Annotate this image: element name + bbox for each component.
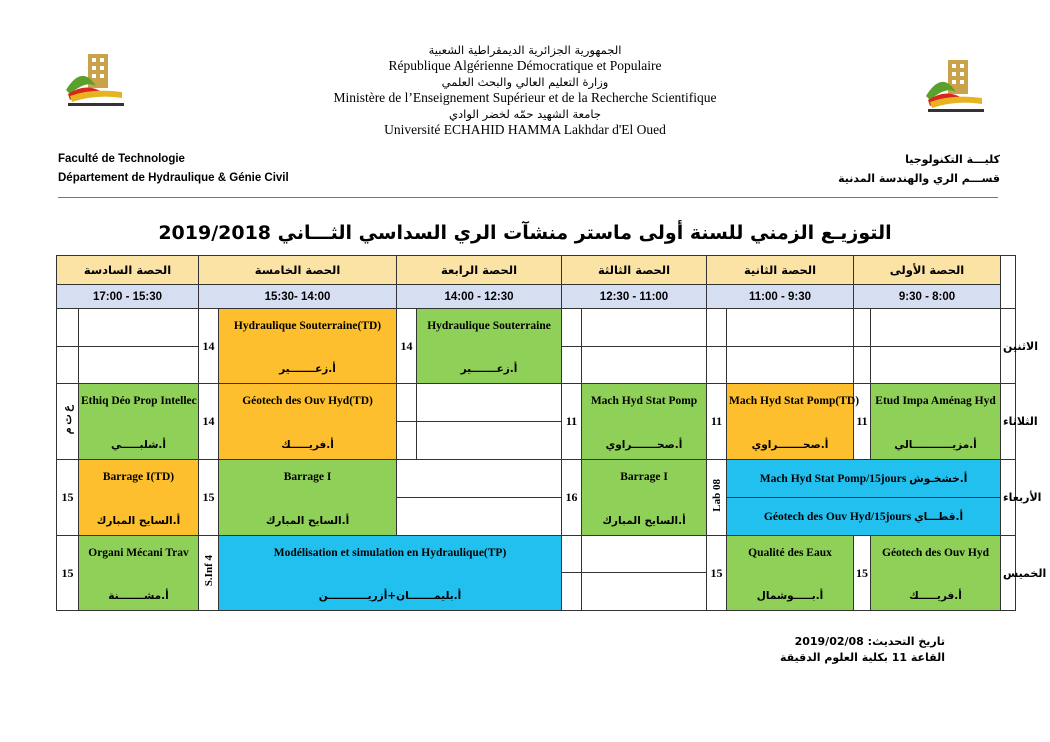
empty-cell (417, 422, 562, 460)
update-label: تاريخ التحديث: (867, 635, 945, 648)
update-date: 2019/02/08 (794, 635, 864, 648)
room-label-vertical: Lab 08 (710, 479, 723, 512)
room-label: 11 (854, 384, 871, 460)
course-name: Modélisation et simulation en Hydraulique(TP) (273, 547, 507, 559)
header-university-ar: جامعة الشهيد حمّه لخضر الوادي (449, 107, 601, 121)
professor-name: أ.صحـــــــراوي (751, 439, 829, 451)
slot-header-4: الحصة الرابعة (397, 256, 562, 285)
room-label: 15 (57, 460, 79, 536)
empty-cell (562, 573, 582, 611)
day-row-thursday (57, 536, 1016, 573)
room-label (199, 536, 219, 611)
course-cell-tue-s6 (79, 384, 199, 460)
course-name: Hydraulique Souterraine (427, 320, 551, 332)
course-name: Etud Impa Aménag Hyd (875, 395, 996, 407)
empty-cell (871, 309, 1001, 347)
empty-cell (871, 347, 1001, 384)
slot-time-5: 15:30- 14:00 (199, 285, 397, 309)
empty-cell (562, 536, 582, 573)
professor-name: أ.السايح المبارك (96, 515, 181, 527)
department-name-fr: Département de Hydraulique & Génie Civil (58, 172, 289, 184)
empty-cell (707, 347, 727, 384)
header-republic-fr: République Algérienne Démocratique et Populaire (388, 58, 662, 73)
professor-name: أ.صحـــــــراوي (605, 439, 683, 451)
header-divider (58, 197, 998, 198)
room-label: 11 (562, 384, 582, 460)
room-label-vertical: ع ت م (62, 404, 74, 435)
empty-cell (57, 347, 79, 384)
professor-name: أ.قطـــاي (914, 510, 964, 523)
faculty-block-ar (838, 150, 1000, 188)
empty-cell (854, 347, 871, 384)
course-cell-tue-s2 (727, 384, 860, 460)
slot-header-2: الحصة الثانية (707, 256, 854, 285)
empty-cell (79, 309, 199, 347)
room-label: 15 (199, 460, 219, 536)
course-name: Barrage I (620, 471, 668, 483)
empty-cell (397, 384, 417, 422)
location-note: القاعة 11 بكلية العلوم الدقيقة (779, 651, 945, 664)
empty-cell (397, 498, 562, 536)
day-row-wednesday (57, 460, 1016, 498)
empty-cell (562, 347, 582, 384)
empty-cell (727, 309, 854, 347)
professor-name: أ.فريـــــك (909, 590, 962, 602)
slot-header-5: الحصة الخامسة (199, 256, 397, 285)
university-logo-right-icon (922, 52, 988, 118)
empty-cell (397, 422, 417, 460)
empty-cell (582, 536, 707, 573)
course-cell-thu-s6 (79, 536, 199, 611)
slot-time-3: 12:30 - 11:00 (562, 285, 707, 309)
header-ministry-fr: Ministère de l’Enseignement Supérieur et de la Recherche Scientifique (333, 90, 717, 105)
course-name: Mach Hyd Stat Pomp (590, 395, 698, 407)
department-name-ar: قســـم الري والهندسة المدنية (838, 172, 1000, 185)
professor-name: أ.مشـــــــنة (108, 590, 169, 602)
room-label: 16 (562, 460, 582, 536)
header-republic-ar: الجمهورية الجزائرية الديمقراطية الشعبية (428, 43, 622, 57)
faculty-name-fr: Faculté de Technologie (58, 153, 185, 165)
document-footer (780, 634, 945, 666)
room-label: 15 (707, 536, 727, 611)
faculty-block-fr (58, 150, 289, 188)
professor-name: أ.السايح المبارك (265, 515, 350, 527)
course-cell-thu-s1 (871, 536, 1001, 611)
day-row-monday (57, 309, 1016, 347)
course-name: Mach Hyd Stat Pomp(TD) (729, 395, 860, 407)
slot-header-3: الحصة الثالثة (562, 256, 707, 285)
room-label (57, 384, 79, 460)
professor-name: أ.زعـــــــير (460, 363, 518, 375)
course-name: Géotech des Ouv Hyd/15jours (763, 510, 912, 523)
room-label: 14 (199, 384, 219, 460)
slot-header-1: الحصة الأولى (854, 256, 1001, 285)
day-label-thursday: الخميس (1001, 536, 1016, 611)
day-label-wednesday: الأربعاء (1001, 460, 1016, 536)
professor-name: أ.فريـــــك (281, 439, 334, 451)
professor-name: أ.السايح المبارك (602, 515, 686, 527)
day-label-tuesday: الثلاثاء (1001, 384, 1016, 460)
empty-cell (417, 384, 562, 422)
header-university-fr: Université ECHAHID HAMMA Lakhdar d'El Oued (384, 122, 666, 137)
course-name: Organi Mécani Trav (88, 547, 189, 559)
empty-cell (727, 347, 854, 384)
room-label: 11 (707, 384, 727, 460)
professor-name: أ.زعـــــــير (279, 363, 336, 375)
room-label: 14 (199, 309, 219, 384)
empty-cell (397, 460, 562, 498)
room-label: 15 (57, 536, 79, 611)
day-label-monday: الاثنين (1001, 309, 1016, 384)
course-name: Géotech des Ouv Hyd (882, 547, 990, 559)
university-logo-left-icon (62, 46, 128, 112)
header-ministry-ar: وزارة التعليم العالي والبحث العلمي (441, 75, 609, 89)
course-cell-tue-s3 (582, 384, 707, 460)
slot-time-1: 9:30 - 8:00 (854, 285, 1001, 309)
document-header (250, 42, 800, 138)
empty-cell (57, 309, 79, 347)
course-cell-mon-s5 (219, 309, 397, 384)
empty-cell (854, 309, 871, 347)
slot-time-row (57, 285, 1016, 309)
room-label: 15 (854, 536, 871, 611)
slot-header-6: الحصة السادسة (57, 256, 199, 285)
course-name: Géotech des Ouv Hyd(TD) (242, 395, 373, 407)
empty-cell (582, 573, 707, 611)
course-name: Barrage I(TD) (102, 471, 175, 483)
corner-cell (1001, 256, 1016, 309)
course-cell-wed-s5 (219, 460, 397, 536)
room-label (707, 460, 727, 536)
slot-time-6: 17:00 - 15:30 (57, 285, 199, 309)
course-cell-tue-s5 (219, 384, 397, 460)
course-name: Barrage I (283, 471, 332, 483)
empty-cell (707, 309, 727, 347)
empty-cell (79, 347, 199, 384)
professor-name: أ.شلبـــــي (110, 439, 167, 451)
professor-name: أ.بـــــوشمال (756, 590, 824, 602)
course-cell-wed-s12-a (727, 460, 1001, 498)
page-title: التوزيـع الزمني للسنة أولى ماستر منشآت الري السداسي الثـــاني 2019/2018 (158, 222, 892, 244)
day-row-tuesday (57, 384, 1016, 422)
slot-header-row (57, 256, 1016, 285)
empty-cell (562, 309, 582, 347)
empty-cell (582, 347, 707, 384)
professor-name: أ.بليمـــــــان+أزريـــــــــــن (318, 590, 462, 602)
course-name: Qualité des Eaux (748, 547, 832, 559)
course-cell-tue-s1 (871, 384, 1001, 460)
course-name: Mach Hyd Stat Pomp/15jours (759, 472, 907, 485)
course-name: Ethiq Déo Prop Intellec (81, 395, 197, 407)
slot-time-4: 14:00 - 12:30 (397, 285, 562, 309)
course-name: Hydraulique Souterraine(TD) (233, 320, 382, 332)
course-cell-thu-s2 (727, 536, 854, 611)
course-cell-wed-s6 (79, 460, 199, 536)
empty-cell (582, 309, 707, 347)
faculty-name-ar: كليـــة التكنولوجيا (905, 153, 1000, 166)
professor-name: أ.مزيـــــــــــالي (894, 439, 977, 451)
course-cell-wed-s12-b (727, 498, 1001, 536)
course-cell-wed-s3 (582, 460, 707, 536)
room-label-vertical: S.Inf 4 (202, 555, 215, 587)
professor-name: أ.خشخـوش (909, 472, 968, 485)
slot-time-2: 11:00 - 9:30 (707, 285, 854, 309)
course-cell-thu-s45 (219, 536, 562, 611)
room-label: 14 (397, 309, 417, 384)
timetable (56, 255, 1047, 611)
course-cell-mon-s4 (417, 309, 562, 384)
